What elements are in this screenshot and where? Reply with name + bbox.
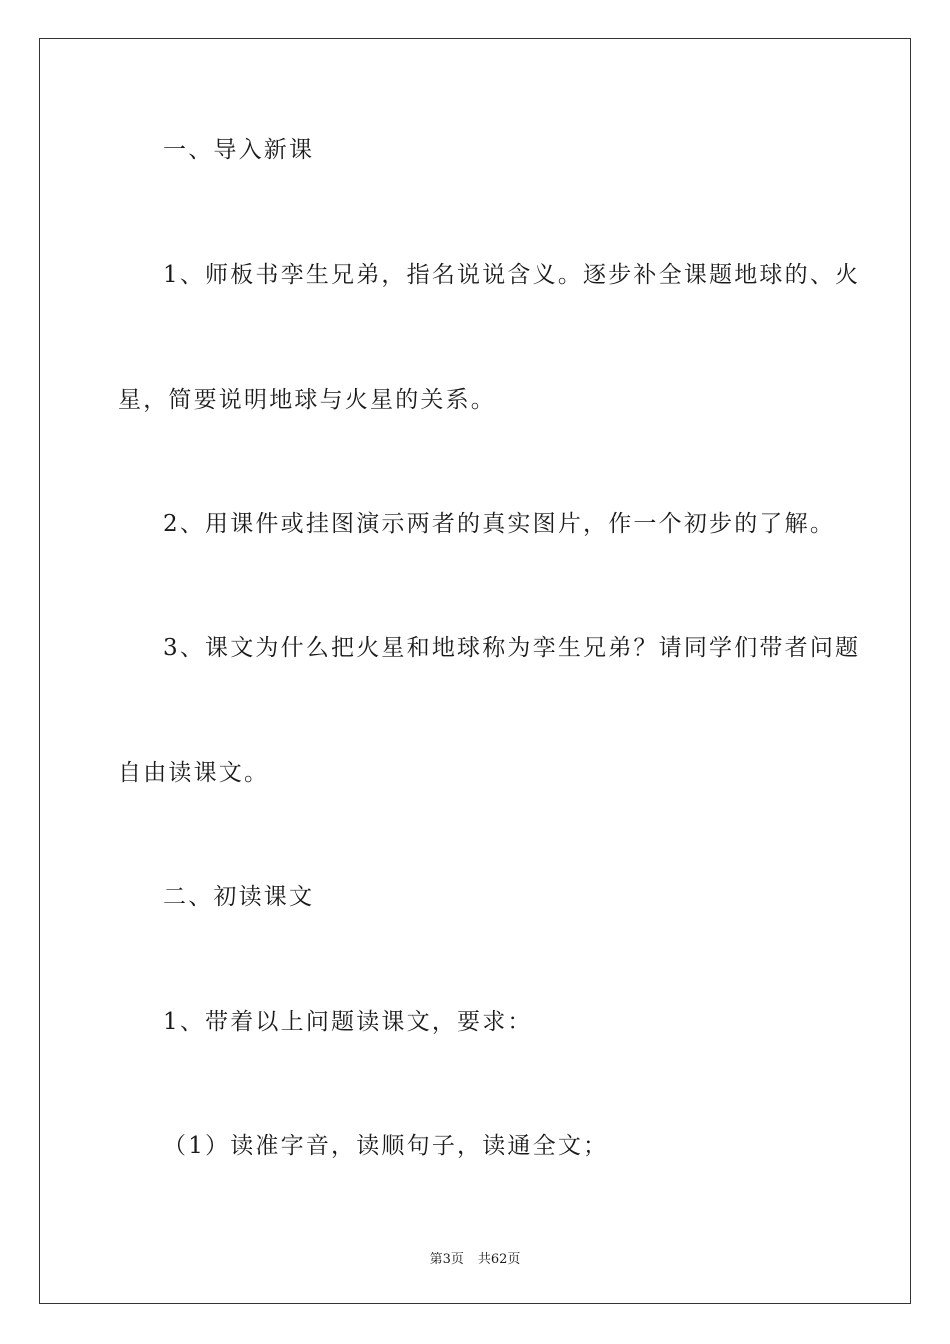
paragraph-line: 1、带着以上问题读课文，要求：	[163, 1009, 533, 1035]
paragraph-line: 星，简要说明地球与火星的关系。	[118, 387, 496, 413]
page-number-total: 共62页	[477, 1252, 521, 1267]
paragraph-line: （1）读准字音，读顺句子，读通全文；	[163, 1133, 609, 1159]
page-frame	[39, 38, 911, 1304]
page-footer	[0, 1248, 950, 1267]
page-number-current: 第3页	[429, 1252, 464, 1267]
section-heading-2: 二、初读课文	[163, 884, 315, 910]
paragraph-line: 3、课文为什么把火星和地球称为孪生兄弟？请同学们带者问题	[163, 635, 861, 661]
paragraph-line: 1、师板书孪生兄弟，指名说说含义。逐步补全课题地球的、火	[163, 262, 861, 288]
section-heading-1: 一、导入新课	[163, 137, 315, 163]
paragraph-line: 自由读课文。	[118, 760, 270, 786]
paragraph-line: 2、用课件或挂图演示两者的真实图片，作一个初步的了解。	[163, 511, 836, 537]
